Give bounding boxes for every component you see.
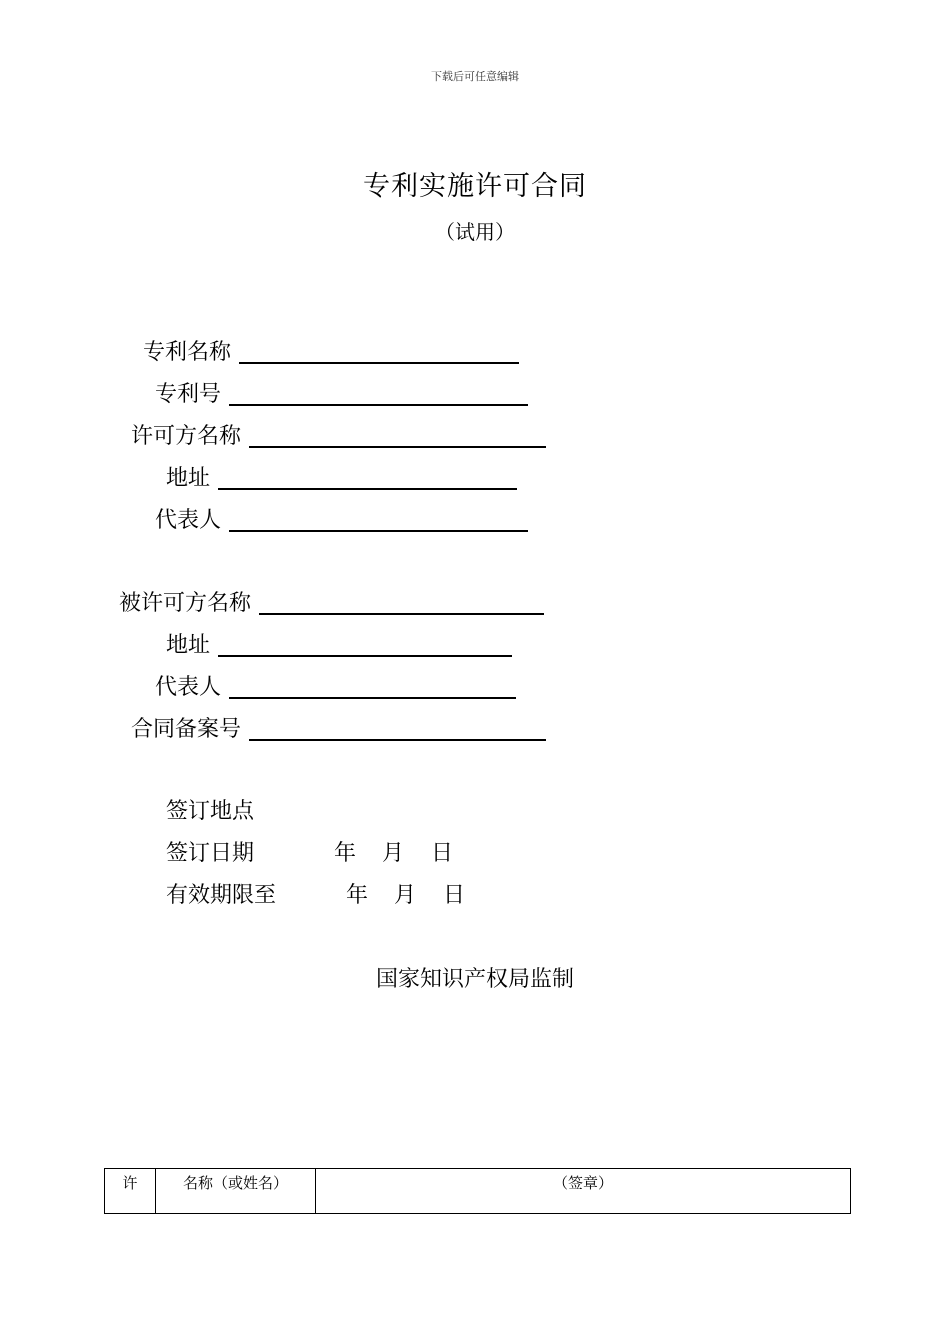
page-title: 专利实施许可合同 [363,171,587,202]
signing-date-day: 日 [431,841,454,866]
patent-name-label: 专利名称 [143,340,232,365]
licensor-address-blank[interactable] [218,488,517,490]
licensor-name-blank[interactable] [249,446,546,448]
page-subtitle: （试用） [435,220,515,244]
record-no-label: 合同备案号 [131,717,242,742]
sig-cell-party: 许 [105,1169,156,1214]
record-no-field [131,715,546,745]
licensee-rep-field [155,673,516,703]
licensor-rep-field [155,506,528,536]
licensee-name-label: 被许可方名称 [119,591,252,616]
licensor-name-field [131,422,546,452]
signature-table [104,1168,851,1214]
licensor-address-label: 地址 [166,466,211,491]
licensee-name-field [119,589,544,619]
validity-year: 年 [346,883,369,908]
licensee-rep-blank[interactable] [229,697,516,699]
signing-date-label: 签订日期 [166,841,255,866]
patent-name-blank[interactable] [239,362,519,364]
validity-label: 有效期限至 [166,883,277,908]
table-row [105,1169,851,1214]
supervisor-line: 国家知识产权局监制 [375,967,574,992]
patent-no-field [155,380,528,410]
sig-cell-seal[interactable]: （签章） [316,1169,851,1214]
signing-place-label: 签订地点 [166,799,255,824]
licensor-name-label: 许可方名称 [131,424,242,449]
patent-no-blank[interactable] [229,404,528,406]
licensor-address-field [166,464,517,494]
record-no-blank[interactable] [249,739,546,741]
licensor-rep-label: 代表人 [155,508,222,533]
header-note: 下载后可任意编辑 [431,70,519,83]
signing-date-month: 月 [382,841,405,866]
validity-month: 月 [394,883,417,908]
licensee-address-field [166,631,512,661]
signing-date-year: 年 [334,841,357,866]
licensee-address-blank[interactable] [218,655,512,657]
licensee-name-blank[interactable] [259,613,544,615]
licensee-rep-label: 代表人 [155,675,222,700]
patent-name-field [143,338,519,368]
licensor-rep-blank[interactable] [229,530,528,532]
licensee-address-label: 地址 [166,633,211,658]
validity-day: 日 [443,883,466,908]
sig-cell-name: 名称（或姓名） [156,1169,316,1214]
patent-no-label: 专利号 [155,382,222,407]
